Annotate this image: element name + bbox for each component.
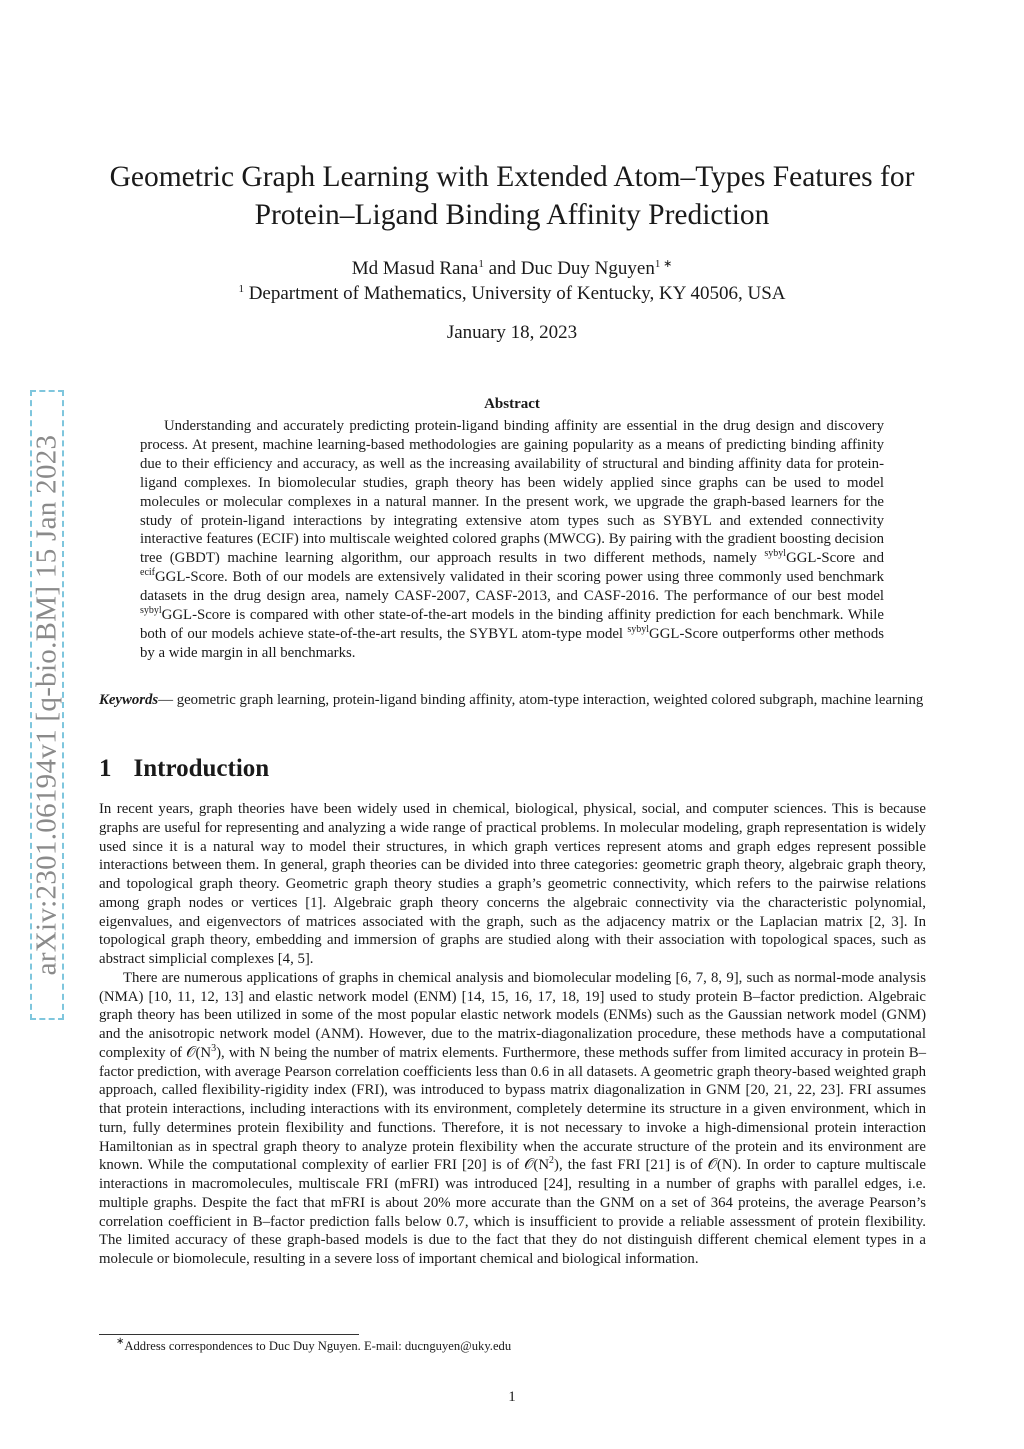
footnote-divider (99, 1334, 359, 1335)
paragraph-segment: There are numerous applications of graphs in chemical analysis and biomolecular modeling [6, 7, 8, 9], such as normal-mode analysis (NMA) [10, 11, 12, 13] and elastic network model (ENM) [14, 15, 16, 17, 18, 19] used to study protein B–factor prediction. Algebraic graph theory has been utilized in some of the most popular elastic network models (ENMs) such as the Gaussian network model (GNM) and the anisotropic network model (ANM). However, due to the matrix-diagonalization procedure, these methods have a computational complexity of 𝒪(N (99, 969, 926, 1061)
footnote-text: Address correspondences to Duc Duy Nguyen. E-mail: ducnguyen@uky.edu (124, 1339, 512, 1353)
affiliation-mark: 1 (238, 283, 244, 295)
footnote (116, 1338, 511, 1354)
author-conjunction: and (483, 258, 521, 279)
abstract-heading: Abstract (484, 396, 540, 412)
model-prefix-superscript: sybyl (764, 548, 787, 560)
author-line (90, 256, 934, 281)
keywords-label: Keywords (99, 692, 159, 708)
paragraph: In recent years, graph theories have been widely used in chemical, biological, physical, social, and computer sciences. This is because graphs are useful for representing and analyzing a wide range of practical problems. In molecular modeling, graph representation is widely used since it is a natural way to model their structures, in which graph vertices represent atoms and graph edges represent possible interactions between them. In general, graph theories can be divided into three categories: geometric graph theory, algebraic graph theory, and topological graph theory. Geometric graph theory studies a graph’s geometric connectivity, which refers to the pairwise relations among graph nodes or vertices [1]. Algebraic graph theory concerns the algebraic connectivity via the characteristic polynomial, eigenvalues, and eigenvectors of matrices associated with the graph, such as the adjacency matrix or the Laplacian matrix [2, 3]. In topological graph theory, embedding and immersion of graphs are studied along with their association with topological spaces, such as abstract simplicial complexes [4, 5]. (99, 801, 926, 967)
section-number: 1 (99, 755, 112, 782)
author-affiliation-mark: 1 (478, 258, 484, 270)
page-number: 1 (508, 1389, 516, 1405)
title-line-1: Geometric Graph Learning with Extended Atom–Types Features for (109, 161, 915, 193)
model-prefix-superscript: sybyl (140, 605, 162, 617)
abstract-segment: Understanding and accurately predicting protein-ligand binding affinity are essential in the drug design and discovery process. At present, machine learning-based methodologies are gaining popularity as a means of predicting binding affinity due to their efficiency and accuracy, as well as the increasing availability of structural and binding affinity data for protein-ligand complexes. In biomolecular studies, graph theory has been widely applied since graphs can be used to model molecules or molecular complexes in a natural manner. In the present work, we upgrade the graph-based learners for the study of protein-ligand interactions by integrating extensive atom types such as SYBYL and extended connectivity interactive features (ECIF) into multiscale weighted colored graphs (MWCG). By pairing with the gradient boosting decision tree (GBDT) machine learning algorithm, our approach results in two different methods, namely (140, 418, 884, 567)
author-affiliation-mark: 1 ∗ (654, 258, 673, 270)
introduction-body (99, 800, 926, 1269)
author-name: Md Masud Rana (351, 258, 479, 279)
abstract-text (140, 417, 884, 663)
abstract-segment: GGL-Score outperforms other methods by a wide margin in all benchmarks. (140, 625, 884, 661)
exponent: 3 (211, 1042, 217, 1054)
model-prefix-superscript: sybyl (627, 623, 650, 635)
abstract-segment: GGL-Score and (786, 550, 884, 567)
exponent: 2 (549, 1155, 555, 1167)
arxiv-side-stamp[interactable] (30, 390, 64, 1020)
paper-title (90, 158, 934, 234)
section-title: Introduction (133, 755, 270, 782)
abstract-segment: GGL-Score is compared with other state-of-the-art models in the binding affinity prediction for each benchmark. While both of our models achieve state-of-the-art results, the SYBYL atom-type model (140, 607, 884, 642)
abstract-segment: GGL-Score. Both of our models are extensively validated in their scoring power using three commonly used benchmark datasets in the drug design area, namely CASF-2007, CASF-2013, and CASF-2016. The performance of our best model (140, 569, 884, 605)
author-name: Duc Duy Nguyen (520, 258, 655, 279)
model-prefix-superscript: ecif (140, 567, 155, 579)
title-line-2: Protein–Ligand Binding Affinity Prediction (254, 199, 770, 231)
keywords-text: — geometric graph learning, protein-ligand binding affinity, atom-type interaction, weighted colored subgraph, machine learning (158, 692, 924, 708)
affiliation: Department of Mathematics, University of Kentucky, KY 40506, USA (248, 283, 786, 304)
paragraph-segment: ), with N being the number of matrix elements. Furthermore, these methods suffer from limited accuracy in protein B–factor prediction, with average Pearson correlation coefficients less than 0.6 in all datasets. A geometric graph theory-based weighted graph approach, called flexibility-rigidity index (FRI), was introduced to bypass matrix diagonalization in GNM [20, 21, 22, 23]. FRI assumes that protein interactions, including interactions with its environment, completely determine its structure in a given environment, which in turn, fully determines protein flexibility and functions. Therefore, it is not necessary to invoke a high-dimensional protein interaction Hamiltonian as in spectral graph theory to analyze protein flexibility when the accurate structure of the protein and its environment are known. While the computational complexity of earlier FRI [20] is of 𝒪(N (99, 1044, 927, 1174)
footnote-mark: ∗ (116, 1336, 125, 1347)
author-block (90, 256, 934, 306)
section-heading-introduction (99, 755, 269, 783)
affiliation-line (90, 281, 934, 306)
paragraph-segment: ), the fast FRI [21] is of 𝒪(N). In order to capture multiscale interactions in macromolecules, multiscale FRI (mFRI) was introduced [24], resulting in a number of graphs with parallel edges, i.e. multiple graphs. Despite the fact that mFRI is about 20% more accurate than the GNM on a set of 364 proteins, the average Pearson’s correlation coefficient in B–factor prediction falls below 0.7, which is insufficient to provide a reliable assessment of protein flexibility. The limited accuracy of these graph-based models is due to the fact that they do not distinguish different chemical element types in a molecule or biomolecule, resulting in a severe loss of important chemical and biological information. (99, 1157, 926, 1267)
paper-date: January 18, 2023 (446, 322, 578, 343)
keywords (99, 691, 926, 710)
paragraph (99, 969, 926, 1269)
arxiv-identifier: arXiv:2301.06194v1 [q-bio.BM] 15 Jan 2023 (30, 434, 63, 976)
